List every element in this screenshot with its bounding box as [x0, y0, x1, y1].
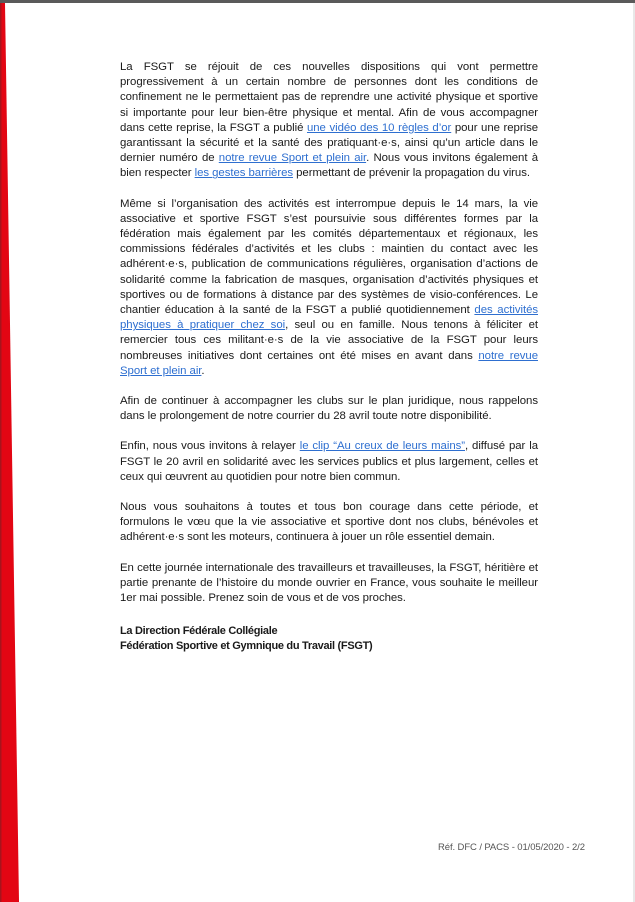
paragraph — [120, 60, 538, 182]
inline-link[interactable]: des activités physiques à pratiquer chez soi — [120, 304, 538, 332]
text-run: La FSGT se réjouit de ces nouvelles dispositions qui vont permettre progressivement à un certain nombre de personnes dont les conditions de confinement ne le permettaient pas de reprendre une activité physique et sportive si importante pour leur bien-être physique et mental. Afin de vous accompagner dans cette reprise, la FSGT a publié — [120, 61, 538, 134]
text-run: , seul ou en famille. Nous tenons à féliciter et remercier tous ces militant·e·s de la vie associative de la FSGT pour leurs nombreuses initiatives dont certaines ont été mises en avant dans — [120, 319, 538, 362]
paragraph — [120, 439, 538, 485]
signature-line-1: La Direction Fédérale Collégiale — [120, 625, 278, 638]
text-run: Même si l’organisation des activités est interrompue depuis le 14 mars, la vie associative et sportive FSGT s’est poursuivie sous différentes formes par la fédération mais également par les comités départementaux et régionaux, les commissions fédérales d’activités et les clubs : maintien du contact avec les adhérent·e·s, publication de communications régulières, organisation d’actions de solidarité comme la fabrication de masques, organisation d’activités physiques et sportives ou de formations à distance par des systèmes de visio-conférences. Le chantier éducation à la santé de la FSGT a publié quotidiennement — [120, 197, 538, 317]
inline-link[interactable]: notre revue Sport et plein air — [120, 349, 538, 377]
inline-link[interactable]: les gestes barrières — [194, 167, 294, 180]
text-run: . — [201, 364, 205, 377]
inline-link[interactable]: notre revue Sport et plein air — [218, 152, 367, 165]
inline-link[interactable]: le clip “Au creux de leurs mains” — [299, 440, 465, 453]
inline-link[interactable]: une vidéo des 10 règles d’or — [306, 121, 452, 134]
paragraph — [120, 500, 538, 546]
document-page — [120, 60, 538, 654]
text-run: Nous vous souhaitons à toutes et tous bon courage dans cette période, et formulons le vœu que la vie associative et sportive dont nos clubs, bénévoles et adhérent·e·s sont les moteurs, continuera à jouer un rôle essentiel demain. — [120, 501, 538, 544]
page-top-border — [0, 0, 635, 3]
text-run: , diffusé par la FSGT le 20 avril en solidarité avec les services publics et plus largement, celles et ceux qui œuvrent au quotidien pour notre bien commun. — [120, 440, 538, 483]
text-run: . Nous vous invitons également à bien respecter — [120, 152, 538, 180]
text-run: Enfin, nous vous invitons à relayer — [120, 440, 300, 453]
text-run: pour une reprise garantissant la sécurité et la santé des pratiquant·e·s, ainsi qu’un article dans le dernier numéro de — [120, 121, 538, 165]
signature-line-2: Fédération Sportive et Gymnique du Travail (FSGT) — [120, 640, 373, 653]
paragraph — [120, 197, 538, 379]
footer-reference: Réf. DFC / PACS - 01/05/2020 - 2/2 — [438, 842, 585, 853]
paragraph — [120, 561, 538, 607]
text-run: En cette journée internationale des travailleurs et travailleuses, la FSGT, héritière et partie prenante de l’histoire du monde ouvrier en France, vous souhaite le meilleur 1er mai possible. Prenez soin de vous et de vos proches. — [120, 561, 538, 605]
paragraph — [120, 394, 538, 424]
text-run: permettant de prévenir la propagation du virus. — [293, 167, 530, 180]
body-text — [120, 60, 538, 606]
red-accent-bar — [0, 3, 22, 902]
signature-block — [120, 624, 538, 654]
text-run: Afin de continuer à accompagner les clubs sur le plan juridique, nous rappelons dans le prolongement de notre courrier du 28 avril toute notre disponibilité. — [120, 395, 538, 423]
